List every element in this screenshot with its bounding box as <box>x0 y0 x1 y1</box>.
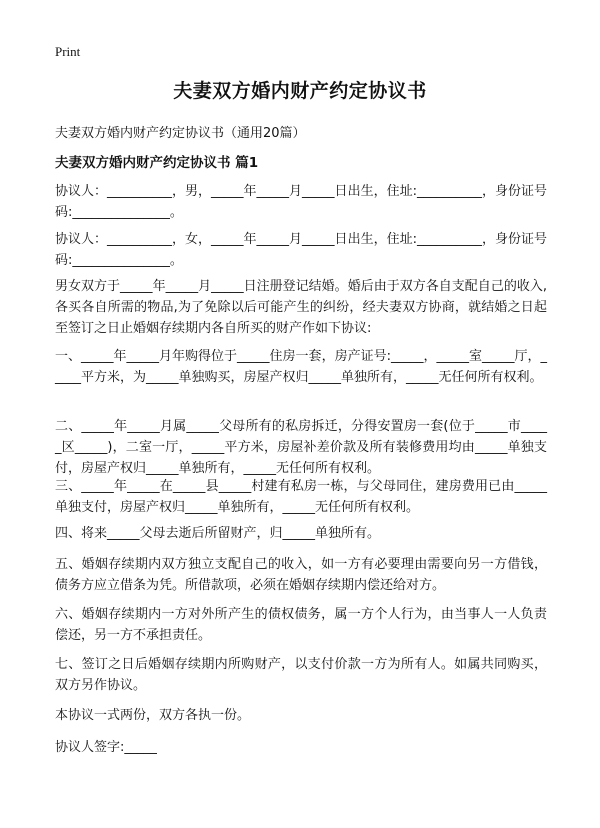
paragraph-copies: 本协议一式两份，双方各执一份。 <box>55 708 251 723</box>
paragraph-wife-info: 协议人：__________，女，_____年_____月_____日出生，住址:__________，身份证号码:_______________。 <box>55 232 547 268</box>
paragraph-clause-3: 三、_____年_____在_____县_____村建有私房一栋，与父母同住，建房费用已由_____单独支付，房屋产权归_____单独所有，_____无任何所有权利。 <box>55 479 547 515</box>
paragraph-clause-7: 七、签订之日后婚姻存续期内所购财产，以支付价款一方为所有人。如属共同购买，双方另作协议。 <box>55 657 547 693</box>
paragraph-clause-5: 五、婚姻存续期内双方独立支配自己的收入，如一方有必要理由需要向另一方借钱，债务方应立借条为凭。所借款项，必须在婚姻存续期内偿还给对方。 <box>55 557 547 593</box>
paragraph-husband-info: 协议人：__________，男，_____年_____月_____日出生，住址:__________，身份证号码:_______________。 <box>55 184 547 220</box>
paragraph-clause-2: 二、_____年_____月属_____父母所有的私房拆迁，分得安置房一套(位于_____市_____区_____)，二室一厅，_____平方米，房屋补差价款及所有装修费用均由_____单独支付，房屋产权归_____单独所有，_____无任何所有权利。 <box>55 419 547 476</box>
print-link[interactable]: Print <box>55 44 81 59</box>
paragraph-signature: 协议人签字:_____ <box>55 740 157 755</box>
paragraph-preamble: 男女双方于_____年_____月_____日注册登记结婚。婚后由于双方各自支配自己的收入,各买各自所需的物品,为了免除以后可能产生的纠纷，经夫妻双方协商，就结婚之日起至签订之日止婚姻存续期内各自所买的财产作如下协议: <box>55 279 547 336</box>
section-heading: 夫妻双方婚内财产约定协议书 篇1 <box>55 155 259 171</box>
document-subtitle: 夫妻双方婚内财产约定协议书（通用20篇） <box>55 126 306 141</box>
paragraph-clause-4: 四、将来_____父母去逝后所留财产，归_____单独所有。 <box>55 526 381 541</box>
document-title: 夫妻双方婚内财产约定协议书 <box>173 80 427 102</box>
paragraph-clause-1: 一、_____年_____月年购得位于_____住房一套，房产证号:_____，_____室_____厅，_____平方米，为_____单独购买，房屋产权归_____单独所有，_____无任何所有权利。 <box>55 349 547 385</box>
paragraph-clause-6: 六、婚姻存续期内一方对外所产生的债权债务，属一方个人行为，由当事人一人负责偿还，另一方不承担责任。 <box>55 607 547 643</box>
